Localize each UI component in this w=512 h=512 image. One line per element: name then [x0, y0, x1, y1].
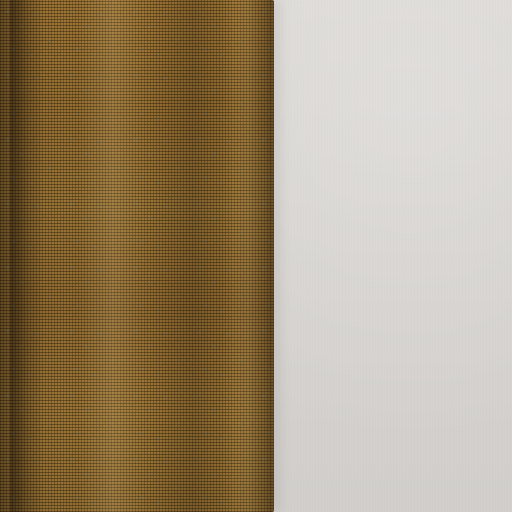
curtain-right-edge	[266, 0, 274, 512]
